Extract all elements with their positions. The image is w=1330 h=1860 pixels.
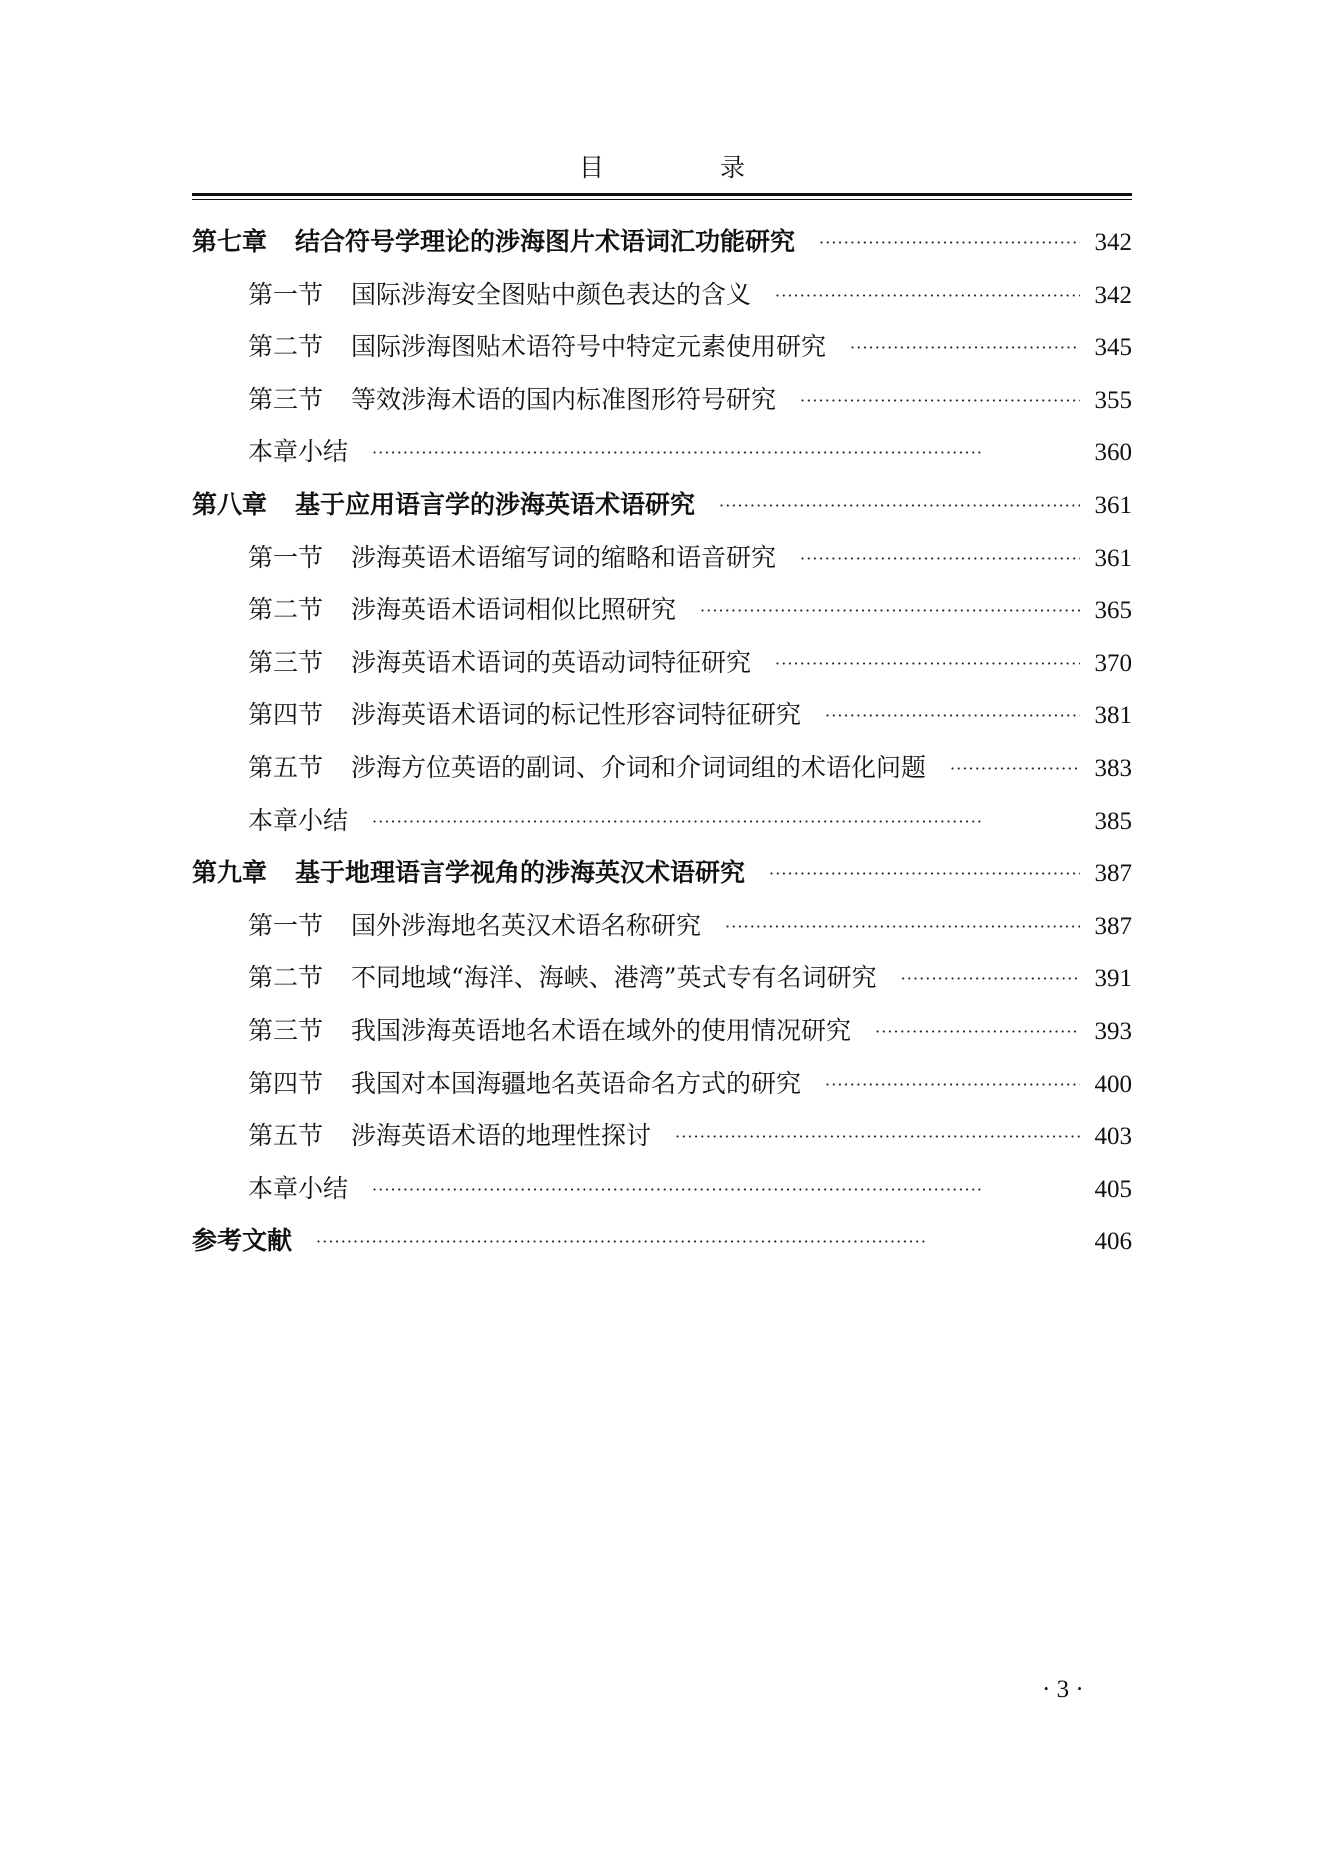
toc-entry-page: 387 xyxy=(1094,860,1132,888)
toc-dot-leader xyxy=(372,1164,1080,1217)
toc-entry-page: 370 xyxy=(1094,649,1132,677)
toc-entry-number: 第二节 xyxy=(248,332,324,362)
toc-entry-title: 参考文献 xyxy=(192,1226,293,1256)
toc-section-entry[interactable] xyxy=(192,689,1132,742)
toc-dot-leader xyxy=(775,638,1080,691)
toc-entry-number: 第三节 xyxy=(248,647,324,677)
toc-entry-page: 391 xyxy=(1094,965,1132,993)
toc-entry-title: 我国对本国海疆地名英语命名方式的研究 xyxy=(351,1068,802,1098)
toc-entry-page: 361 xyxy=(1094,544,1132,572)
toc-entry-title: 涉海英语术语缩写词的缩略和语音研究 xyxy=(351,542,777,572)
toc-section-entry[interactable] xyxy=(192,374,1132,427)
toc-entry-title: 基于地理语言学视角的涉海英汉术语研究 xyxy=(295,858,746,888)
toc-entry-title: 本章小结 xyxy=(248,805,349,835)
toc-section-entry[interactable] xyxy=(192,637,1132,690)
toc-entry-title: 本章小结 xyxy=(248,1173,349,1203)
toc-chapter-entry[interactable] xyxy=(192,847,1132,900)
toc-entry-title: 本章小结 xyxy=(248,437,349,467)
toc-section-entry[interactable] xyxy=(192,900,1132,953)
toc-section-entry[interactable] xyxy=(192,1110,1132,1163)
toc-entry-title: 涉海英语术语词相似比照研究 xyxy=(351,595,677,625)
toc-dot-leader xyxy=(875,1006,1080,1059)
page-header-title: 目 录 xyxy=(579,153,799,182)
header-rule-thin xyxy=(192,199,1132,200)
toc-dot-leader xyxy=(901,953,1080,1006)
toc-entry-title: 涉海英语术语的地理性探讨 xyxy=(351,1121,652,1151)
toc-section-entry[interactable] xyxy=(192,1005,1132,1058)
toc-entry-page: 342 xyxy=(1094,281,1132,309)
toc-dot-leader xyxy=(775,270,1080,323)
toc-entry-page: 405 xyxy=(1094,1175,1132,1203)
toc-entry-page: 383 xyxy=(1094,754,1132,782)
toc-dot-leader xyxy=(825,690,1080,743)
toc-section-entry[interactable] xyxy=(192,1163,1132,1216)
toc-entry-title: 国外涉海地名英汉术语名称研究 xyxy=(351,910,702,940)
toc-chapter-entry[interactable] xyxy=(192,479,1132,532)
toc-entry-number: 第二节 xyxy=(248,595,324,625)
toc-entry-number: 第八章 xyxy=(192,489,268,519)
toc-entry-title: 我国涉海英语地名术语在域外的使用情况研究 xyxy=(351,1015,852,1045)
toc-entry-title: 结合符号学理论的涉海图片术语词汇功能研究 xyxy=(295,227,796,256)
toc-dot-leader xyxy=(819,217,1080,270)
toc-entry-page: 365 xyxy=(1094,597,1132,625)
toc-dot-leader xyxy=(769,848,1080,901)
toc-entry-page: 381 xyxy=(1094,702,1132,730)
toc-entry-title: 基于应用语言学的涉海英语术语研究 xyxy=(295,489,696,519)
toc-dot-leader xyxy=(825,1059,1080,1112)
toc-entry-number: 第二节 xyxy=(248,963,324,993)
toc-dot-leader xyxy=(372,427,1080,480)
toc-entry-page: 393 xyxy=(1094,1017,1132,1045)
toc-chapter-entry[interactable] xyxy=(192,216,1132,269)
toc-entry-page: 400 xyxy=(1094,1070,1132,1098)
toc-entry-title: 涉海英语术语词的英语动词特征研究 xyxy=(351,647,752,677)
toc-section-entry[interactable] xyxy=(192,1058,1132,1111)
toc-section-entry[interactable] xyxy=(192,742,1132,795)
toc-entry-number: 第一节 xyxy=(248,910,324,940)
toc-section-entry[interactable] xyxy=(192,795,1132,848)
toc-section-entry[interactable] xyxy=(192,426,1132,479)
toc-dot-leader xyxy=(719,480,1080,533)
toc-entry-page: 406 xyxy=(1094,1228,1132,1256)
toc-entry-page: 355 xyxy=(1094,386,1132,414)
toc-entry-number: 第五节 xyxy=(248,1121,324,1151)
toc-section-entry[interactable] xyxy=(192,532,1132,585)
toc-section-entry[interactable] xyxy=(192,584,1132,637)
toc-entry-page: 387 xyxy=(1094,912,1132,940)
page-number: · 3 · xyxy=(1042,1676,1084,1703)
toc-entry-title: 国际涉海图贴术语符号中特定元素使用研究 xyxy=(351,332,827,362)
toc-entry-page: 361 xyxy=(1094,491,1132,519)
toc-dot-leader xyxy=(800,375,1080,428)
toc-entry-title: 涉海方位英语的副词、介词和介词词组的术语化问题 xyxy=(351,752,927,782)
toc-entry-number: 第四节 xyxy=(248,1068,324,1098)
toc-bibliography-entry[interactable] xyxy=(192,1215,1132,1268)
toc-dot-leader xyxy=(850,322,1080,375)
toc-dot-leader xyxy=(700,585,1080,638)
toc-section-entry[interactable] xyxy=(192,321,1132,374)
toc-entry-page: 403 xyxy=(1094,1123,1132,1151)
toc-dot-leader xyxy=(950,743,1080,796)
toc-entry-page: 342 xyxy=(1094,229,1132,256)
table-of-contents xyxy=(192,216,1132,1268)
toc-entry-number: 第一节 xyxy=(248,542,324,572)
toc-entry-number: 第九章 xyxy=(192,858,268,888)
toc-dot-leader xyxy=(725,901,1080,954)
toc-entry-title: 不同地域“海洋、海峡、港湾”英式专有名词研究 xyxy=(351,963,877,993)
toc-dot-leader xyxy=(372,796,1080,849)
toc-entry-title: 等效涉海术语的国内标准图形符号研究 xyxy=(351,384,777,414)
toc-entry-number: 第五节 xyxy=(248,752,324,782)
toc-entry-number: 第三节 xyxy=(248,1015,324,1045)
toc-section-entry[interactable] xyxy=(192,269,1132,322)
toc-entry-number: 第四节 xyxy=(248,700,324,730)
toc-entry-page: 385 xyxy=(1094,807,1132,835)
toc-entry-number: 第三节 xyxy=(248,384,324,414)
toc-entry-title: 涉海英语术语词的标记性形容词特征研究 xyxy=(351,700,802,730)
toc-section-entry[interactable] xyxy=(192,952,1132,1005)
toc-entry-page: 345 xyxy=(1094,334,1132,362)
toc-dot-leader xyxy=(800,533,1080,586)
toc-entry-number: 第一节 xyxy=(248,279,324,309)
toc-entry-page: 360 xyxy=(1094,439,1132,467)
toc-entry-number: 第七章 xyxy=(192,227,268,256)
toc-dot-leader xyxy=(675,1111,1080,1164)
toc-entry-title: 国际涉海安全图贴中颜色表达的含义 xyxy=(351,279,752,309)
header-rule-thick xyxy=(192,193,1132,196)
toc-dot-leader xyxy=(316,1216,1080,1269)
